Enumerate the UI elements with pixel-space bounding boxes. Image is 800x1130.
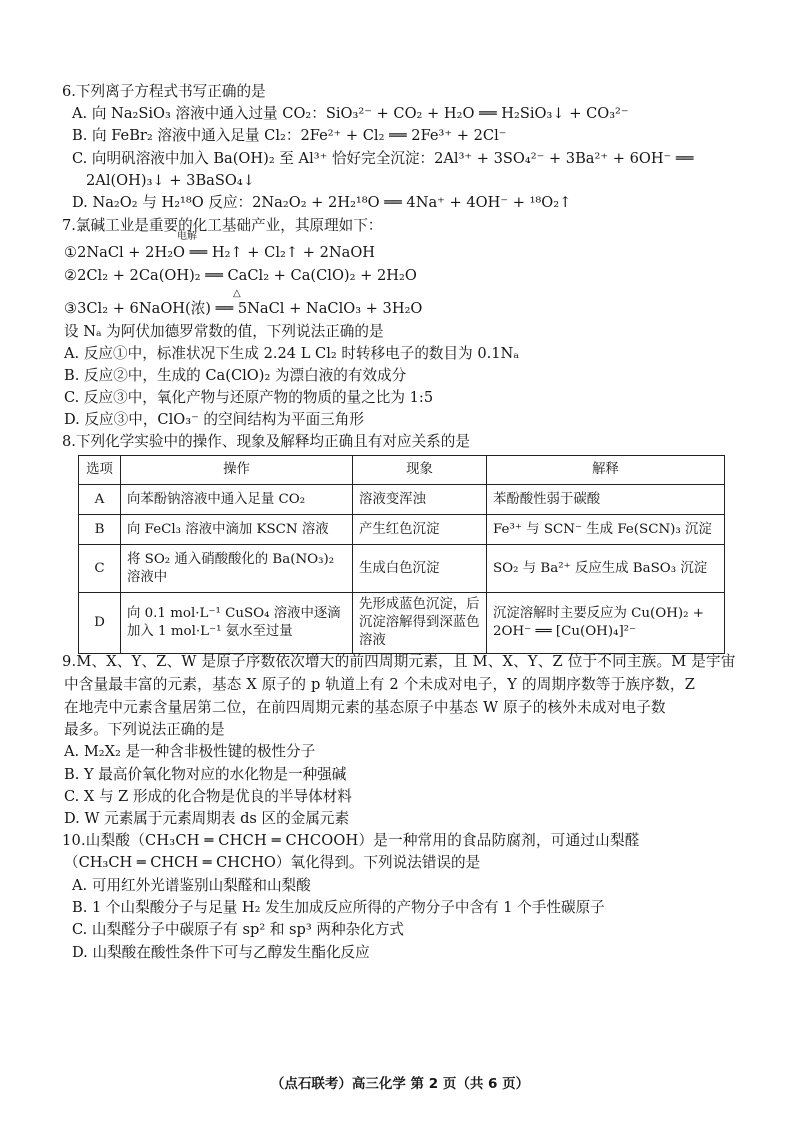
q7-stem: 7.氯碱工业是重要的化工基础产业，其原理如下： xyxy=(62,217,383,234)
q9-stem-line-1: 9.M、X、Y、Z、W 是原子序数依次增大的前四周期元素，且 M、X、Y、Z 位于不同主族。M 是宇宙 xyxy=(62,653,736,670)
q9-option-b: B. Y 最高价氧化物对应的水化物是一种强碱 xyxy=(64,766,347,783)
q7-option-c: C. 反应③中，氧化产物与还原产物的物质的量之比为 1:5 xyxy=(64,389,434,406)
q6-stem: 6.下列离子方程式书写正确的是 xyxy=(62,83,266,100)
row-operation: 向苯酚钠溶液中通入足量 CO₂ xyxy=(121,485,353,515)
q6-option-d: D. Na₂O₂ 与 H₂¹⁸O 反应：2Na₂O₂ + 2H₂¹⁸O ══ 4Na⁺ + 4OH⁻ + ¹⁸O₂↑ xyxy=(72,194,572,211)
table-row xyxy=(79,593,725,654)
q9-option-d: D. W 元素属于元素周期表 ds 区的金属元素 xyxy=(64,810,350,827)
header-phenomenon: 现象 xyxy=(353,456,487,485)
table-row xyxy=(79,485,725,515)
q7-option-b: B. 反应②中，生成的 Ca(ClO)₂ 为漂白液的有效成分 xyxy=(64,367,407,384)
q7-r1-condition: 电解 xyxy=(177,231,197,242)
q7-r3-condition: △ xyxy=(233,288,241,299)
q10-option-d: D. 山梨酸在酸性条件下可与乙醇发生酯化反应 xyxy=(72,944,370,961)
row-operation: 向 FeCl₃ 溶液中滴加 KSCN 溶液 xyxy=(121,515,353,545)
experiment-table xyxy=(78,455,725,654)
row-phenomenon: 溶液变浑浊 xyxy=(353,485,487,515)
header-option: 选项 xyxy=(79,456,121,485)
q10-option-b: B. 1 个山梨酸分子与足量 H₂ 发生加成反应所得的产物分子中含有 1 个手性碳原子 xyxy=(72,899,605,916)
row-key: D xyxy=(79,593,121,654)
row-explanation: Fe³⁺ 与 SCN⁻ 生成 Fe(SCN)₃ 沉淀 xyxy=(487,515,725,545)
q10-stem-line-2: （CH₃CH ═ CHCH ═ CHCHO）氧化得到。下列说法错误的是 xyxy=(64,854,481,871)
q9-stem-line-3: 在地壳中元素含量居第二位，在前四周期元素的基态原子中基态 W 原子的核外未成对电子数 xyxy=(64,699,666,716)
row-phenomenon: 生成白色沉淀 xyxy=(353,545,487,593)
q7-reaction-3: ③3Cl₂ + 6NaOH(浓) ══ 5NaCl + NaClO₃ + 3H₂O xyxy=(64,300,423,317)
q10-stem-line-1: 10.山梨酸（CH₃CH ═ CHCH ═ CHCOOH）是一种常用的食品防腐剂，可通过山梨醛 xyxy=(62,832,640,849)
row-explanation: 苯酚酸性弱于碳酸 xyxy=(487,485,725,515)
q6-option-c: C. 向明矾溶液中加入 Ba(OH)₂ 至 Al³⁺ 恰好完全沉淀：2Al³⁺ + 3SO₄²⁻ + 3Ba²⁺ + 6OH⁻ ══ xyxy=(72,150,694,167)
row-operation: 将 SO₂ 通入硝酸酸化的 Ba(NO₃)₂ 溶液中 xyxy=(121,545,353,593)
row-phenomenon: 产生红色沉淀 xyxy=(353,515,487,545)
row-explanation: 沉淀溶解时主要反应为 Cu(OH)₂ + 2OH⁻ ══ [Cu(OH)₄]²⁻ xyxy=(487,593,725,654)
q6-option-b: B. 向 FeBr₂ 溶液中通入足量 Cl₂：2Fe²⁺ + Cl₂ ══ 2Fe³⁺ + 2Cl⁻ xyxy=(72,127,507,144)
table-header-row xyxy=(79,456,725,485)
q6-option-c-cont: 2Al(OH)₃↓ + 3BaSO₄↓ xyxy=(86,172,255,189)
table-row xyxy=(79,545,725,593)
row-explanation: SO₂ 与 Ba²⁺ 反应生成 BaSO₃ 沉淀 xyxy=(487,545,725,593)
row-key: A xyxy=(79,485,121,515)
row-key: B xyxy=(79,515,121,545)
q7-lead: 设 Nₐ 为阿伏加德罗常数的值，下列说法正确的是 xyxy=(64,323,384,340)
q7-reaction-2: ②2Cl₂ + 2Ca(OH)₂ ══ CaCl₂ + Ca(ClO)₂ + 2H₂O xyxy=(64,267,417,284)
header-explanation: 解释 xyxy=(487,456,725,485)
q9-option-c: C. X 与 Z 形成的化合物是优良的半导体材料 xyxy=(64,788,352,805)
header-operation: 操作 xyxy=(121,456,353,485)
row-operation: 向 0.1 mol·L⁻¹ CuSO₄ 溶液中逐滴加入 1 mol·L⁻¹ 氨水至过量 xyxy=(121,593,353,654)
row-key: C xyxy=(79,545,121,593)
q9-stem-line-2: 中含量最丰富的元素，基态 X 原子的 p 轨道上有 2 个未成对电子，Y 的周期序数等于族序数，Z xyxy=(64,676,696,693)
q10-option-a: A. 可用红外光谱鉴别山梨醛和山梨酸 xyxy=(72,877,311,894)
q10-option-c: C. 山梨醛分子中碳原子有 sp² 和 sp³ 两种杂化方式 xyxy=(72,921,404,938)
q7-reaction-1: ①2NaCl + 2H₂O ══ H₂↑ + Cl₂↑ + 2NaOH xyxy=(64,244,376,261)
q6-option-a: A. 向 Na₂SiO₃ 溶液中通入过量 CO₂：SiO₃²⁻ + CO₂ + H₂O ══ H₂SiO₃↓ + CO₃²⁻ xyxy=(72,105,629,122)
q9-stem-line-4: 最多。下列说法正确的是 xyxy=(64,721,225,738)
q9-option-a: A. M₂X₂ 是一种含非极性键的极性分子 xyxy=(64,743,316,760)
table-row xyxy=(79,515,725,545)
q7-option-d: D. 反应③中，ClO₃⁻ 的空间结构为平面三角形 xyxy=(64,411,364,428)
page-footer: （点石联考）高三化学 第 2 页（共 6 页） xyxy=(270,1076,530,1092)
row-phenomenon: 先形成蓝色沉淀，后沉淀溶解得到深蓝色溶液 xyxy=(353,593,487,654)
q7-option-a: A. 反应①中，标准状况下生成 2.24 L Cl₂ 时转移电子的数目为 0.1Nₐ xyxy=(64,345,519,362)
q8-stem: 8.下列化学实验中的操作、现象及解释均正确且有对应关系的是 xyxy=(62,433,470,450)
